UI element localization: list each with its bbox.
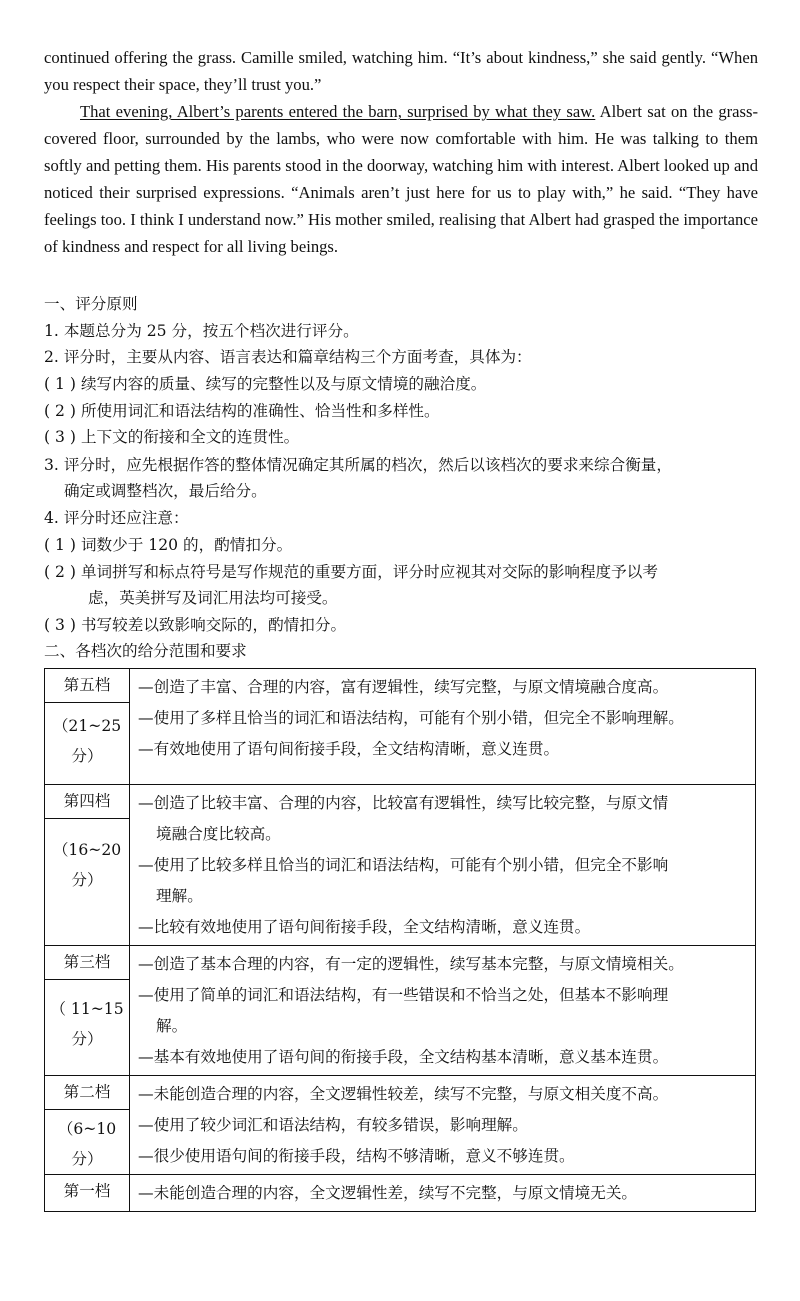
requirement-line: —未能创造合理的内容，全文逻辑性较差，续写不完整，与原文相关度不高。 <box>138 1085 669 1103</box>
requirement-line: —使用了多样且恰当的词汇和语法结构，可能有个别小错，但完全不影响理解。 <box>138 709 684 727</box>
principle-item: ( 3 ) 书写较差以致影响交际的，酌情扣分。 <box>44 616 347 634</box>
principle-item: 1. 本题总分为 25 分，按五个档次进行评分。 <box>44 322 359 340</box>
grading-levels-table <box>44 668 756 1212</box>
principle-item: 3. 评分时，应先根据作答的整体情况确定其所属的档次，然后以该档次的要求来综合衡量， <box>44 456 672 474</box>
requirement-line: —使用了简单的词汇和语法结构，有一些错误和不恰当之处，但基本不影响理 <box>138 986 669 1004</box>
story-paragraph-2 <box>44 98 758 260</box>
table-row <box>45 669 756 785</box>
principles-heading: 一、评分原则 <box>44 295 138 313</box>
level-requirements <box>130 1076 756 1175</box>
level-cell <box>45 669 130 785</box>
requirement-line: 解。 <box>156 1017 188 1035</box>
level-range: 分） <box>71 1150 103 1168</box>
level-name: 第二档 <box>45 1076 129 1110</box>
requirement-line: —使用了比较多样且恰当的词汇和语法结构，可能有个别小错，但完全不影响 <box>138 856 669 874</box>
requirement-line: —很少使用语句间的衔接手段，结构不够清晰，意义不够连贯。 <box>138 1147 575 1165</box>
level-requirements <box>130 785 756 946</box>
level-range: 分） <box>71 1030 103 1048</box>
level-requirements <box>130 669 756 785</box>
level-cell <box>45 1175 130 1212</box>
level-range: 分） <box>71 871 103 889</box>
requirement-line: —比较有效地使用了语句间衔接手段，全文结构清晰，意义连贯。 <box>138 918 591 936</box>
requirement-line: —创造了丰富、合理的内容，富有逻辑性，续写完整，与原文情境融合度高。 <box>138 678 669 696</box>
principle-item: ( 1 ) 续写内容的质量、续写的完整性以及与原文情境的融洽度。 <box>44 375 487 393</box>
principle-item: 4. 评分时还应注意： <box>44 509 189 527</box>
requirement-line: 境融合度比较高。 <box>156 825 281 843</box>
level-name: 第五档 <box>45 669 129 703</box>
level-range: （6~10 <box>57 1120 117 1138</box>
table-row <box>45 1175 756 1212</box>
level-name: 第三档 <box>45 946 129 980</box>
principle-item: ( 1 ) 词数少于 120 的，酌情扣分。 <box>44 536 293 554</box>
level-name: 第四档 <box>45 785 129 819</box>
level-name: 第一档 <box>63 1182 111 1200</box>
levels-heading: 二、各档次的给分范围和要求 <box>44 642 247 660</box>
level-range: （16~20 <box>52 841 122 859</box>
table-row <box>45 1076 756 1175</box>
table-row <box>45 946 756 1076</box>
principle-item: 2. 评分时，主要从内容、语言表达和篇章结构三个方面考查，具体为： <box>44 348 532 366</box>
requirement-line: —创造了基本合理的内容，有一定的逻辑性，续写基本完整，与原文情境相关。 <box>138 955 684 973</box>
requirement-line: —未能创造合理的内容，全文逻辑性差，续写不完整，与原文情境无关。 <box>138 1184 638 1202</box>
level-cell <box>45 785 130 946</box>
principle-item: ( 2 ) 单词拼写和标点符号是写作规范的重要方面，评分时应视其对交际的影响程度予以考 <box>44 563 658 581</box>
underlined-sentence: That evening, Albert’s parents entered the barn, surprised by what they saw. <box>80 102 596 121</box>
table-row <box>45 785 756 946</box>
story-paragraph-1: continued offering the grass. Camille smiled, watching him. “It’s about kindness,” she said gently. “When you respect their space, they’ll trust you.” <box>44 48 758 94</box>
level-range: （21~25 <box>52 717 122 735</box>
requirement-line: —基本有效地使用了语句间的衔接手段，全文结构基本清晰，意义基本连贯。 <box>138 1048 669 1066</box>
requirement-line: —创造了比较丰富、合理的内容，比较富有逻辑性，续写比较完整，与原文情 <box>138 794 669 812</box>
level-range: （ 11~15 <box>50 1000 124 1018</box>
requirement-line: 理解。 <box>156 887 203 905</box>
principle-item: ( 3 ) 上下文的衔接和全文的连贯性。 <box>44 428 300 446</box>
level-cell <box>45 946 130 1076</box>
requirement-line: —使用了较少词汇和语法结构，有较多错误，影响理解。 <box>138 1116 528 1134</box>
level-requirements <box>130 946 756 1076</box>
level-cell <box>45 1076 130 1175</box>
level-requirements <box>130 1175 756 1212</box>
story-paragraph-2-rest: Albert sat on the grass-covered floor, surrounded by the lambs, who were now comfortable with him. He was talking to them softly and petting them. His parents stood in the doorway, watching him with interest. Albert looked up and noticed their surprised expressions. “Animals aren’t just here for us to play with,” he said. “They have feelings too. I think I understand now.” His mother smiled, realising that Albert had grasped the importance of kindness and respect for all living beings. <box>44 102 758 256</box>
principle-item: 虑，英美拼写及词汇用法均可接受。 <box>88 589 338 607</box>
principle-item: 确定或调整档次，最后给分。 <box>64 482 267 500</box>
level-range: 分） <box>71 747 103 765</box>
requirement-line: —有效地使用了语句间衔接手段，全文结构清晰，意义连贯。 <box>138 740 560 758</box>
principle-item: ( 2 ) 所使用词汇和语法结构的准确性、恰当性和多样性。 <box>44 402 440 420</box>
